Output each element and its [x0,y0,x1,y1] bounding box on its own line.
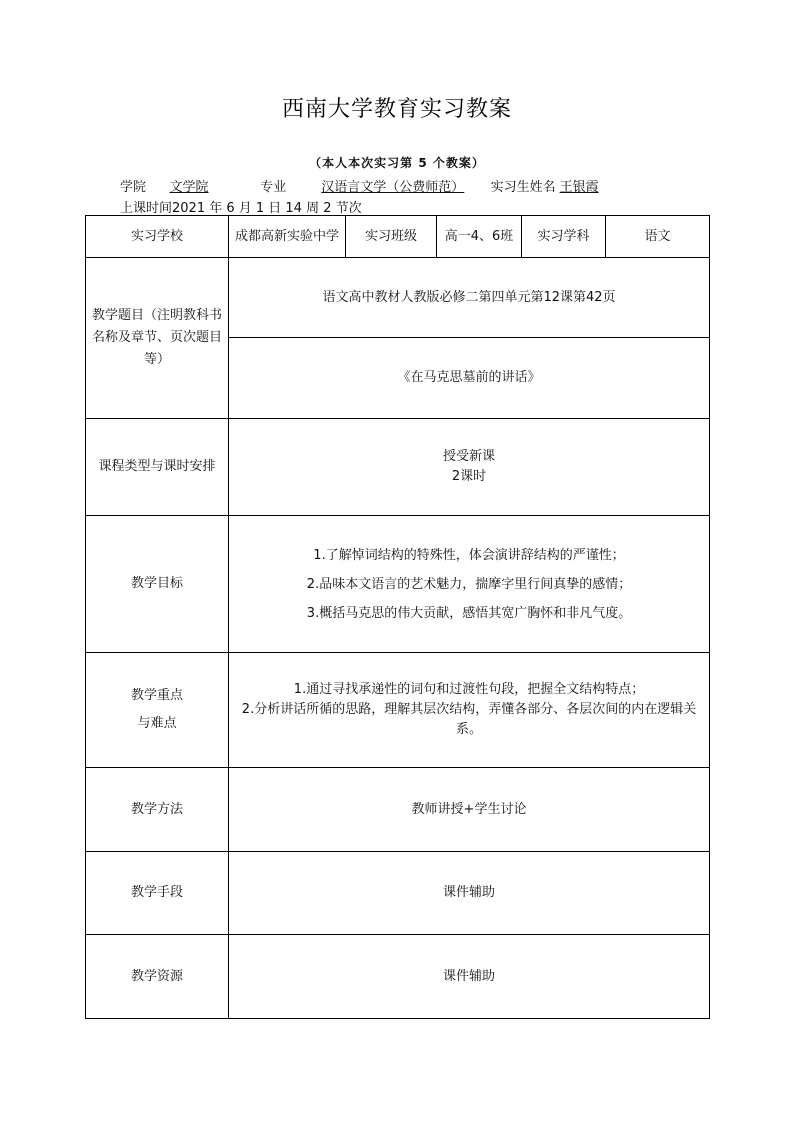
major-value: 汉语言文学（公费师范） [321,180,465,195]
method-row [86,768,710,852]
objectives-row [86,516,710,653]
school-value: 成都高新实验中学 [229,216,346,258]
topic-title: 《在马克思墓前的讲话》 [229,338,710,419]
key-points-label [86,653,229,768]
class-label: 实习班级 [346,216,437,258]
course-type-row [86,419,710,516]
means-value: 课件辅助 [229,852,710,935]
course-hours: 2课时 [451,469,487,484]
objectives-cell [229,516,710,653]
objective-item: 2.品味本文语言的艺术魅力，揣摩字里行间真挚的感情； [306,576,632,592]
topic-row [86,258,710,338]
key-points-label-line2: 与难点 [137,716,177,731]
course-type-value: 授受新课 [442,449,495,464]
subject-label: 实习学科 [522,216,606,258]
resources-row [86,935,710,1019]
key-points-row [86,653,710,768]
student-name-value: 王银霞 [559,180,599,195]
objective-item: 3.概括马克思的伟大贡献，感悟其宽广胸怀和非凡气度。 [306,605,632,621]
school-row [86,216,710,258]
topic-label: 教学题目（注明教科书名称及章节、页次题目等） [86,258,229,419]
course-type-cell [229,419,710,516]
major-label: 专业 [260,180,287,195]
key-point-item: 1.通过寻找承递性的词句和过渡性句段，把握全文结构特点； [293,682,645,697]
college-value: 文学院 [169,180,209,195]
key-points-label-line1: 教学重点 [130,688,183,703]
document-title: 西南大学教育实习教案 [281,97,512,122]
school-label: 实习学校 [86,216,229,258]
subject-value: 语文 [606,216,710,258]
college-label: 学院 [120,180,147,195]
objectives-label: 教学目标 [86,516,229,653]
topic-source: 语文高中教材人教版必修二第四单元第12课第42页 [229,258,710,338]
objective-item: 1.了解悼词结构的特殊性，体会演讲辞结构的严谨性； [313,547,625,563]
method-value: 教师讲授+学生讨论 [229,768,710,852]
student-info-line [120,176,622,195]
means-row [86,852,710,935]
lesson-plan-table [85,215,710,1019]
resources-label: 教学资源 [86,935,229,1019]
key-points-cell [229,653,710,768]
student-name-label: 实习生姓名 [490,180,556,195]
resources-value: 课件辅助 [229,935,710,1019]
course-type-label: 课程类型与课时安排 [86,419,229,516]
key-point-item: 2.分析讲话所循的思路，理解其层次结构，弄懂各部分、各层次间的内在逻辑关系。 [241,702,697,737]
lesson-plan-count: （本人本次实习第 5 个教案） [309,156,485,170]
class-time: 上课时间2021 年 6 月 1 日 14 周 2 节次 [120,201,362,216]
means-label: 教学手段 [86,852,229,935]
method-label: 教学方法 [86,768,229,852]
class-value: 高一4、6班 [437,216,522,258]
